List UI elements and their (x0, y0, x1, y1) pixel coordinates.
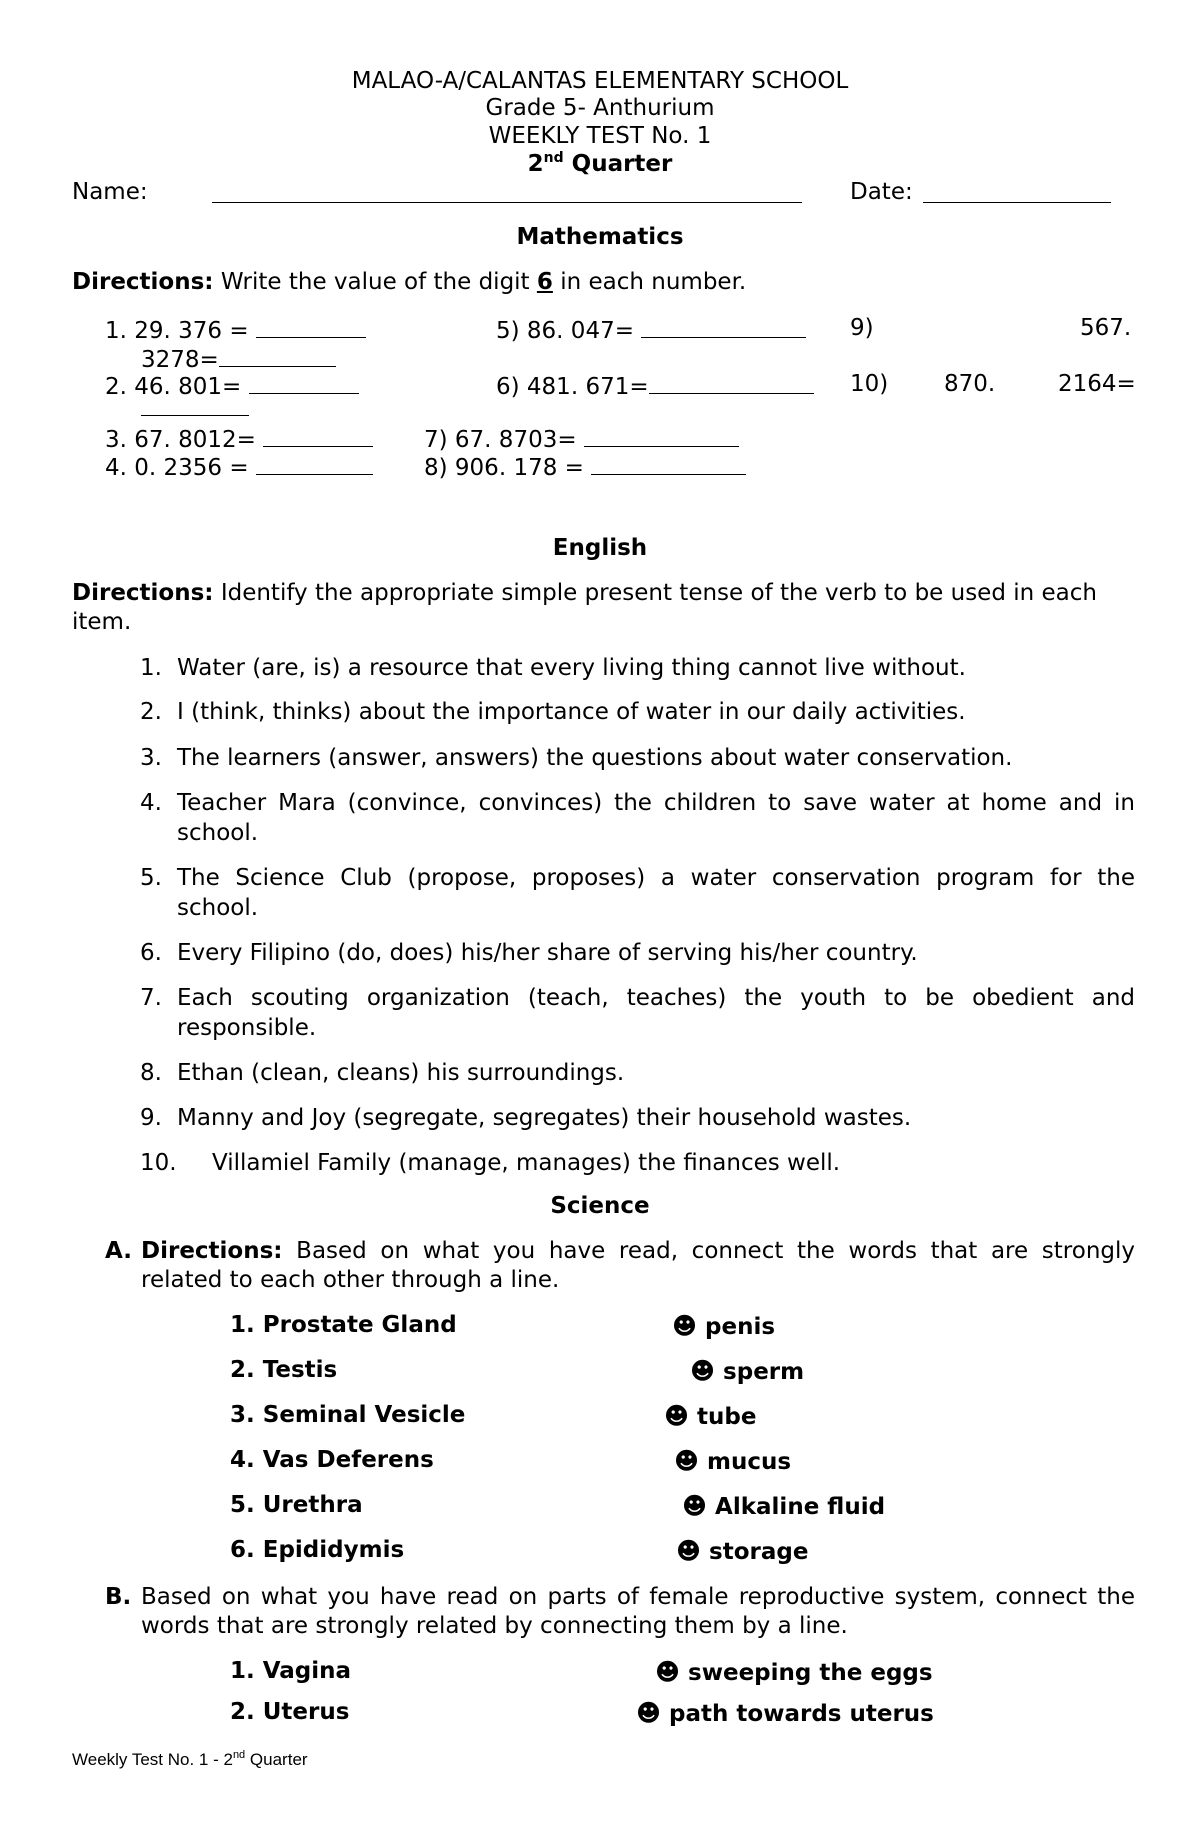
science-a-directions-cont: related to each other through a line. (141, 1267, 560, 1293)
answer-blank[interactable] (584, 424, 739, 447)
smiley-icon: ☻ (672, 1312, 698, 1340)
english-directions-cont: item. (72, 609, 132, 635)
date-field[interactable] (923, 180, 1111, 203)
match-left-item: 2. Uterus (230, 1699, 350, 1725)
smiley-icon: ☻ (676, 1537, 702, 1565)
math-item-7: 7) 67. 8703= (424, 424, 739, 453)
list-item: 10. Villamiel Family (manage, manages) the finances well. (140, 1150, 841, 1176)
math-item-9-label: 9) (850, 315, 874, 341)
math-item-6: 6) 481. 671= (496, 371, 814, 400)
answer-blank[interactable] (249, 371, 359, 394)
list-item: 5. The Science Club (propose, proposes) a water conservation program for the school. (140, 865, 1135, 921)
list-item: 3. The learners (answer, answers) the questions about water conservation. (140, 745, 1013, 771)
math-item-2: 2. 46. 801= (105, 371, 359, 400)
match-left-item: 4. Vas Deferens (230, 1447, 434, 1473)
list-item: 2. I (think, thinks) about the importance of water in our daily activities. (140, 699, 966, 725)
match-left-item: 3. Seminal Vesicle (230, 1402, 466, 1428)
answer-blank[interactable] (256, 452, 373, 475)
science-title: Science (550, 1193, 650, 1219)
list-item: 8. Ethan (clean, cleans) his surroundings. (140, 1060, 625, 1086)
answer-blank[interactable] (641, 315, 806, 338)
match-right-item[interactable]: ☻ penis (672, 1312, 776, 1340)
match-right-item[interactable]: ☻ sweeping the eggs (655, 1658, 933, 1686)
answer-blank[interactable] (141, 393, 249, 416)
match-left-item: 2. Testis (230, 1357, 338, 1383)
grade-section: Grade 5- Anthurium (485, 95, 715, 121)
answer-blank[interactable] (219, 344, 336, 367)
school-name: MALAO-A/CALANTAS ELEMENTARY SCHOOL (351, 68, 849, 94)
english-directions: Directions: Identify the appropriate simple present tense of the verb to be used in each (72, 580, 1097, 606)
science-a-directions: Directions: Based on what you have read, connect the words that are strongly (141, 1238, 1136, 1264)
match-left-item: 5. Urethra (230, 1492, 363, 1518)
page-footer: Weekly Test No. 1 - 2nd Quarter (72, 1749, 308, 1769)
match-right-item[interactable]: ☻ sperm (690, 1357, 805, 1385)
smiley-icon: ☻ (664, 1402, 690, 1430)
list-item: 1. Water (are, is) a resource that every living thing cannot live without. (140, 655, 966, 681)
math-directions: Directions: Write the value of the digit 6 in each number. (72, 269, 747, 295)
answer-blank[interactable] (256, 315, 366, 338)
list-item: 7. Each scouting organization (teach, teaches) the youth to be obedient and responsible. (140, 985, 1135, 1041)
smiley-icon: ☻ (682, 1492, 708, 1520)
match-right-item[interactable]: ☻ tube (664, 1402, 757, 1430)
math-item-10-label: 10) (850, 371, 889, 397)
math-item-10-cont: 2164= (1058, 371, 1136, 397)
math-item-9-cont: 3278= (141, 344, 336, 373)
quarter-title: 2nd Quarter (527, 150, 673, 177)
science-b-directions: Based on what you have read on parts of female reproductive system, connect the (141, 1584, 1135, 1610)
match-right-item[interactable]: ☻ mucus (674, 1447, 792, 1475)
match-right-item[interactable]: ☻ path towards uterus (636, 1699, 934, 1727)
name-field[interactable] (212, 180, 802, 203)
math-item-4: 4. 0. 2356 = (105, 452, 373, 481)
math-item-5: 5) 86. 047= (496, 315, 806, 344)
science-b-label: B. (105, 1584, 132, 1610)
date-label: Date: (850, 179, 913, 205)
smiley-icon: ☻ (690, 1357, 716, 1385)
answer-blank[interactable] (263, 424, 373, 447)
match-right-item[interactable]: ☻ Alkaline fluid (682, 1492, 886, 1520)
match-left-item: 6. Epididymis (230, 1537, 405, 1563)
smiley-icon: ☻ (655, 1658, 681, 1686)
math-title: Mathematics (516, 224, 684, 250)
science-b-directions-cont: words that are strongly related by connecting them by a line. (141, 1613, 848, 1639)
test-title: WEEKLY TEST No. 1 (488, 123, 712, 149)
math-item-9-value: 567. (1080, 315, 1132, 341)
answer-blank[interactable] (649, 371, 814, 394)
math-item-1: 1. 29. 376 = (105, 315, 366, 344)
answer-blank[interactable] (591, 452, 746, 475)
math-item-8: 8) 906. 178 = (424, 452, 746, 481)
list-item: 9. Manny and Joy (segregate, segregates) their household wastes. (140, 1105, 912, 1131)
match-right-item[interactable]: ☻ storage (676, 1537, 809, 1565)
math-item-3: 3. 67. 8012= (105, 424, 373, 453)
list-item: 4. Teacher Mara (convince, convinces) the children to save water at home and in school. (140, 790, 1135, 846)
match-left-item: 1. Vagina (230, 1658, 352, 1684)
science-a-label: A. (105, 1238, 132, 1264)
smiley-icon: ☻ (636, 1699, 662, 1727)
name-label: Name: (72, 179, 148, 205)
list-item: 6. Every Filipino (do, does) his/her share of serving his/her country. (140, 940, 918, 966)
math-item-10-value: 870. (944, 371, 996, 397)
smiley-icon: ☻ (674, 1447, 700, 1475)
match-left-item: 1. Prostate Gland (230, 1312, 457, 1338)
english-title: English (552, 535, 648, 561)
